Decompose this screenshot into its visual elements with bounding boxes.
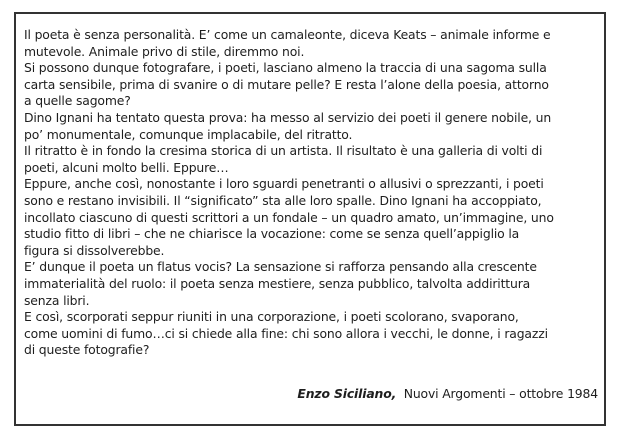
- text-line: Eppure, anche così, nonostante i loro sguardi penetranti o allusivi o sprezzanti, i poeti: [24, 176, 544, 192]
- quote-text: [24, 27, 598, 359]
- text-line: figura si dissolverebbe.: [24, 242, 165, 258]
- text-line: Il poeta è senza personalità. E’ come un camaleonte, diceva Keats – animale informe e: [24, 27, 551, 42]
- text-line: po’ monumentale, comunque implacabile, del ritratto.: [24, 126, 353, 142]
- text-line: Il ritratto è in fondo la cresima storica di un artista. Il risultato è una galleria di volti di: [24, 143, 543, 159]
- quote-frame: [14, 12, 606, 426]
- text-line: incollato ciascuno di questi scrittori a un fondale – un quadro amato, un’immagine, uno: [24, 209, 554, 225]
- text-line: come uomini di fumo…ci si chiede alla fine: chi sono allora i vecchi, le donne, i ragazzi: [24, 325, 548, 341]
- text-line: sono e restano invisibili. Il “significato” sta alle loro spalle. Dino Ignani ha accoppiato,: [24, 192, 542, 208]
- source-citation: Nuovi Argomenti – ottobre 1984: [403, 386, 598, 401]
- text-line: Si possono dunque fotografare, i poeti, lasciano almeno la traccia di una sagoma sulla: [24, 60, 547, 76]
- text-line: E così, scorporati seppur riuniti in una corporazione, i poeti scolorano, svaporano,: [24, 309, 519, 325]
- text-line: mutevole. Animale privo di stile, diremmo noi.: [24, 43, 305, 59]
- text-line: E’ dunque il poeta un flatus vocis? La sensazione si rafforza pensando alla crescente: [24, 259, 537, 275]
- text-line: immaterialità del ruolo: il poeta senza mestiere, senza pubblico, talvolta addirittura: [24, 275, 531, 291]
- text-line: studio fitto di libri – che ne chiarisce la vocazione: come se senza quell’appiglio la: [24, 226, 520, 242]
- text-line: a quelle sagome?: [24, 93, 131, 109]
- text-line: senza libri.: [24, 292, 90, 308]
- text-line: Dino Ignani ha tentato questa prova: ha messo al servizio dei poeti il genere nobile, un: [24, 109, 552, 125]
- signature: [297, 386, 598, 401]
- text-line: poeti, alcuni molto belli. Eppure…: [24, 159, 229, 175]
- text-line: carta sensibile, prima di svanire o di mutare pelle? E resta l’alone della poesia, attorno: [24, 76, 549, 92]
- text-line: di queste fotografie?: [24, 342, 150, 358]
- author-name: Enzo Siciliano,: [297, 386, 397, 401]
